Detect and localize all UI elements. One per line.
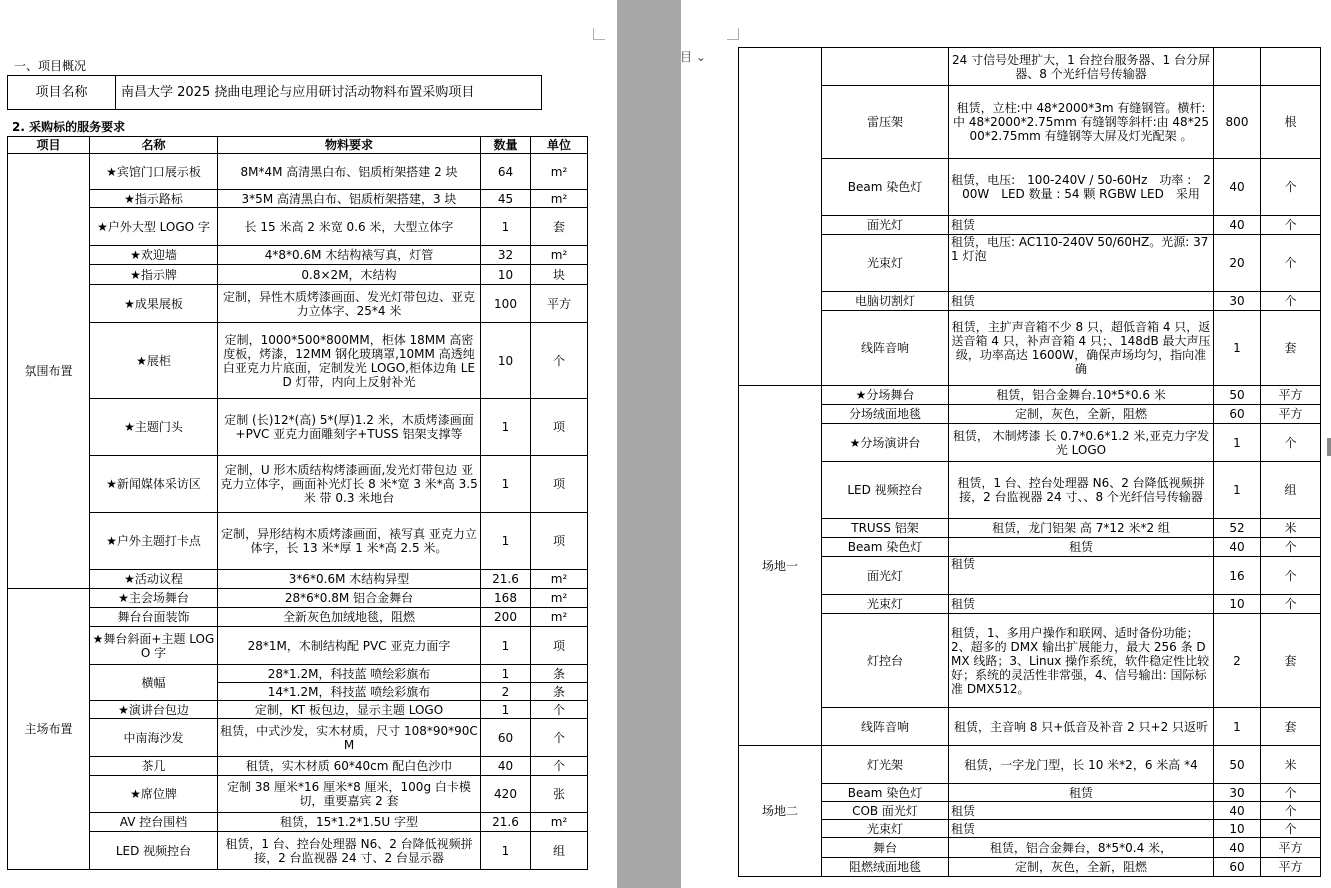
item-quantity: 40 (1214, 159, 1261, 216)
table-row (739, 424, 1321, 462)
item-name: ★主题门头 (90, 399, 218, 456)
header-requirements: 物料要求 (218, 137, 481, 154)
table-row (739, 595, 1321, 614)
item-quantity: 50 (1214, 746, 1261, 784)
item-name: LED 视频控台 (90, 832, 218, 870)
item-unit: m² (531, 608, 588, 627)
item-requirements: 租赁 (949, 292, 1214, 311)
item-name: ★展柜 (90, 323, 218, 399)
item-unit: 项 (531, 399, 588, 456)
item-quantity: 200 (481, 608, 531, 627)
item-requirements: 3*5M 高清黑白布、铝质桁架搭建，3 块 (218, 190, 481, 208)
item-requirements: 定制，灰色，全新，阻燃 (949, 858, 1214, 877)
item-unit: 组 (531, 832, 588, 870)
header-name: 名称 (90, 137, 218, 154)
item-requirements: 24 寸信号处理扩大，1 台控台服务器、1 台分屏器、8 个光纤信号传输器 (949, 48, 1214, 86)
item-name: TRUSS 铝架 (822, 519, 949, 538)
item-quantity: 10 (1214, 595, 1261, 614)
item-name: 面光灯 (822, 216, 949, 235)
table-row (8, 208, 588, 246)
item-unit: 米 (1261, 519, 1321, 538)
table-row (739, 858, 1321, 877)
project-name-value: 南昌大学 2025 挠曲电理论与应用研讨活动物料布置采购项目 (116, 76, 542, 110)
table-row (739, 405, 1321, 424)
item-unit: 套 (1261, 708, 1321, 746)
item-unit: 个 (531, 757, 588, 776)
paragraph-options-button[interactable] (680, 48, 714, 66)
item-quantity: 60 (481, 719, 531, 757)
item-requirements: 定制，异形结构木质烤漆画面，裱写真 亚克力立体字，长 13 米*厚 1 米*高 2.5 米。 (218, 513, 481, 570)
item-quantity: 1 (481, 832, 531, 870)
item-unit: 个 (1261, 557, 1321, 595)
item-name: 光束灯 (822, 235, 949, 292)
item-quantity: 40 (1214, 538, 1261, 557)
item-quantity: 60 (1214, 858, 1261, 877)
item-requirements: 租赁，1、多用户操作和联网、适时备份功能；2、超多的 DMX 输出扩展能力，最大 256 条 DMX 线路；3、Linux 操作系统，软件稳定性比较好；系统的灵活性非常强，4、信号输出: 国际标准 DMX512。 (949, 614, 1214, 708)
table-row (739, 86, 1321, 159)
item-name: 光束灯 (822, 820, 949, 838)
item-name: 线阵音响 (822, 311, 949, 386)
chevron-down-icon: ⌄ (695, 50, 706, 64)
header-item: 项目 (8, 137, 90, 154)
item-name: 面光灯 (822, 557, 949, 595)
item-name: ★主会场舞台 (90, 589, 218, 608)
item-requirements: 4*8*0.6M 木结构裱写真，灯管 (218, 246, 481, 265)
item-quantity: 32 (481, 246, 531, 265)
item-unit: 个 (1261, 159, 1321, 216)
item-quantity: 1 (1214, 424, 1261, 462)
item-quantity: 100 (481, 285, 531, 323)
item-quantity: 1 (481, 513, 531, 570)
item-name: 舞台台面装饰 (90, 608, 218, 627)
table-row (8, 246, 588, 265)
item-unit: 平方 (1261, 405, 1321, 424)
item-name: ★分场演讲台 (822, 424, 949, 462)
item-name: ★舞台斜面+主题 LOGO 字 (90, 627, 218, 665)
header-quantity: 数量 (481, 137, 531, 154)
item-name: 雷压架 (822, 86, 949, 159)
item-requirements: 租赁，龙门铝架 高 7*12 米*2 组 (949, 519, 1214, 538)
item-unit: 项 (531, 513, 588, 570)
item-requirements: 3*6*0.6M 木结构异型 (218, 570, 481, 589)
group-cell: 氛围布置 (8, 154, 90, 589)
item-requirements: 租赁，一字龙门型，长 10 米*2，6 米高 *4 (949, 746, 1214, 784)
item-requirements: 28*6*0.8M 铝合金舞台 (218, 589, 481, 608)
item-unit: m² (531, 570, 588, 589)
item-quantity: 30 (1214, 784, 1261, 802)
table-row (8, 589, 588, 608)
table-row (739, 48, 1321, 86)
item-unit: 个 (531, 323, 588, 399)
item-name: ★演讲台包边 (90, 701, 218, 719)
table-row (739, 519, 1321, 538)
table-row (739, 538, 1321, 557)
item-name: Beam 染色灯 (822, 159, 949, 216)
item-requirements: 14*1.2M，科技蓝 喷绘彩旗布 (218, 683, 481, 701)
item-quantity: 1 (481, 456, 531, 513)
item-unit: 个 (1261, 595, 1321, 614)
table-row (8, 813, 588, 832)
procurement-table-left (7, 136, 588, 870)
item-requirements: 租赁，1 台、控台处理器 N6、2 台降低视频拼接，2 台监视器 24 寸、、8 个光纤信号传输器 (949, 462, 1214, 519)
item-unit: 套 (1261, 311, 1321, 386)
item-quantity: 1 (481, 208, 531, 246)
item-unit: 根 (1261, 86, 1321, 159)
item-requirements: 租赁，主扩声音箱不少 8 只，超低音箱 4 只，返送音箱 4 只，补声音箱 4 只；、148dB 最大声压级，功率高达 1600W，确保声场均匀，指向准确 (949, 311, 1214, 386)
table-row (8, 665, 588, 683)
item-requirements: 8M*4M 高清黑白布、铝质桁架搭建 2 块 (218, 154, 481, 190)
item-requirements: 租赁，15*1.2*1.5U 字型 (218, 813, 481, 832)
item-unit: m² (531, 154, 588, 190)
table-row (739, 838, 1321, 858)
item-quantity: 52 (1214, 519, 1261, 538)
table-row (8, 608, 588, 627)
item-requirements: 28*1.2M，科技蓝 喷绘彩旗布 (218, 665, 481, 683)
item-unit: 组 (1261, 462, 1321, 519)
item-quantity: 20 (1214, 235, 1261, 292)
item-unit: m² (531, 589, 588, 608)
item-unit: 项 (531, 627, 588, 665)
item-unit: 套 (531, 208, 588, 246)
item-name: ★宾馆门口展示板 (90, 154, 218, 190)
project-info-table (7, 75, 542, 110)
table-row (8, 776, 588, 813)
header-unit: 单位 (531, 137, 588, 154)
item-quantity: 2 (481, 683, 531, 701)
table-row (739, 708, 1321, 746)
item-quantity: 10 (481, 265, 531, 285)
item-unit: 个 (531, 701, 588, 719)
section2-heading: 2. 采购标的服务要求 (12, 120, 126, 134)
table-row (739, 802, 1321, 820)
item-name: ★分场舞台 (822, 386, 949, 405)
item-quantity: 1 (1214, 708, 1261, 746)
item-unit: 个 (1261, 820, 1321, 838)
scrollbar-handle[interactable] (1327, 438, 1331, 456)
item-name: ★活动议程 (90, 570, 218, 589)
item-requirements: 定制，灰色，全新，阻燃 (949, 405, 1214, 424)
item-unit: 个 (1261, 235, 1321, 292)
item-quantity: 40 (1214, 838, 1261, 858)
item-requirements: 定制，U 形木质结构烤漆画面,发光灯带包边 亚克力立体字，画面补光灯长 8 米*宽 3 米*高 3.5 米 带 0.3 米地台 (218, 456, 481, 513)
item-name: 阻燃绒面地毯 (822, 858, 949, 877)
item-name: ★户外主题打卡点 (90, 513, 218, 570)
item-quantity: 10 (481, 323, 531, 399)
item-requirements: 租赁，中式沙发，实木材质，尺寸 108*90*90CM (218, 719, 481, 757)
project-name-label: 项目名称 (8, 76, 116, 110)
item-unit: 个 (1261, 802, 1321, 820)
item-requirements: 租赁，1 台、控台处理器 N6、2 台降低视频拼接，2 台监视器 24 寸、2 台显示器 (218, 832, 481, 870)
item-unit: 个 (1261, 424, 1321, 462)
item-quantity: 40 (1214, 216, 1261, 235)
item-unit: 项 (531, 456, 588, 513)
item-requirements: 28*1M，木制结构配 PVC 亚克力面字 (218, 627, 481, 665)
item-unit: 平方 (1261, 838, 1321, 858)
table-row (8, 154, 588, 190)
page-corner-mark (727, 28, 739, 40)
item-requirements: 定制，KT 板包边，显示主题 LOGO (218, 701, 481, 719)
item-name: 线阵音响 (822, 708, 949, 746)
item-quantity: 60 (1214, 405, 1261, 424)
table-row (8, 570, 588, 589)
item-requirements: 租赁 (949, 784, 1214, 802)
item-unit: 平方 (1261, 386, 1321, 405)
page-corner-mark (593, 28, 605, 40)
item-quantity: 45 (481, 190, 531, 208)
item-unit: 块 (531, 265, 588, 285)
item-unit: 张 (531, 776, 588, 813)
item-requirements: 定制，异性木质烤漆画面、发光灯带包边、亚克力立体字、25*4 米 (218, 285, 481, 323)
item-requirements: 租赁 (949, 557, 1214, 595)
table-row (739, 235, 1321, 292)
item-requirements: 租赁，铝合金舞台.10*5*0.6 米 (949, 386, 1214, 405)
item-unit: m² (531, 190, 588, 208)
item-requirements: 长 15 米高 2 米宽 0.6 米，大型立体字 (218, 208, 481, 246)
item-quantity (1214, 48, 1261, 86)
item-quantity: 64 (481, 154, 531, 190)
item-name: ★户外大型 LOGO 字 (90, 208, 218, 246)
group-cell: 主场布置 (8, 589, 90, 870)
item-name: 茶几 (90, 757, 218, 776)
table-row (8, 265, 588, 285)
item-unit: 个 (531, 719, 588, 757)
item-name: ★席位牌 (90, 776, 218, 813)
table-row (739, 614, 1321, 708)
group-cell: 场地一 (739, 386, 822, 746)
item-quantity: 1 (1214, 462, 1261, 519)
table-row (739, 311, 1321, 386)
item-quantity: 168 (481, 589, 531, 608)
table-row (8, 285, 588, 323)
item-requirements: 租赁，实木材质 60*40cm 配白色沙巾 (218, 757, 481, 776)
item-quantity: 800 (1214, 86, 1261, 159)
item-quantity: 21.6 (481, 570, 531, 589)
table-row (8, 701, 588, 719)
item-name: ★新闻媒体采访区 (90, 456, 218, 513)
item-name: Beam 染色灯 (822, 784, 949, 802)
item-unit: 个 (1261, 784, 1321, 802)
item-quantity: 1 (481, 399, 531, 456)
item-requirements: 租赁，电压: AC110-240V 50/60HZ。光源: 371 灯泡 (949, 235, 1214, 292)
table-row (8, 757, 588, 776)
item-name: 光束灯 (822, 595, 949, 614)
table-row (8, 190, 588, 208)
item-quantity: 1 (481, 701, 531, 719)
item-requirements: 0.8×2M，木结构 (218, 265, 481, 285)
item-unit: 条 (531, 665, 588, 683)
item-name: LED 视频控台 (822, 462, 949, 519)
item-unit: 个 (1261, 292, 1321, 311)
document-page-left (0, 0, 617, 888)
table-row (8, 456, 588, 513)
item-name (822, 48, 949, 86)
item-unit: 平方 (531, 285, 588, 323)
table-row (8, 832, 588, 870)
item-name: ★欢迎墙 (90, 246, 218, 265)
item-requirements: 租赁 (949, 538, 1214, 557)
table-row (8, 719, 588, 757)
item-quantity: 1 (481, 627, 531, 665)
item-quantity: 420 (481, 776, 531, 813)
item-name: 舞台 (822, 838, 949, 858)
item-quantity: 1 (481, 665, 531, 683)
item-requirements: 租赁，铝合金舞台，8*5*0.4 米， (949, 838, 1214, 858)
table-row (8, 627, 588, 665)
procurement-table-right (738, 47, 1321, 877)
table-row (8, 513, 588, 570)
item-unit: 平方 (1261, 858, 1321, 877)
table-row (8, 323, 588, 399)
table-row (739, 159, 1321, 216)
item-requirements: 租赁 (949, 820, 1214, 838)
item-quantity: 1 (1214, 311, 1261, 386)
item-name: AV 控台围档 (90, 813, 218, 832)
item-name: COB 面光灯 (822, 802, 949, 820)
item-requirements: 租赁 (949, 802, 1214, 820)
table-row (739, 462, 1321, 519)
item-name: 横幅 (90, 665, 218, 701)
table-row (8, 399, 588, 456)
item-unit: 条 (531, 683, 588, 701)
item-quantity: 40 (1214, 802, 1261, 820)
table-row (739, 820, 1321, 838)
item-requirements: 租赁，电压: 100-240V / 50-60Hz 功率 : 200W LED 数量 : 54 颗 RGBW LED 采用 (949, 159, 1214, 216)
item-name: Beam 染色灯 (822, 538, 949, 557)
item-unit (1261, 48, 1321, 86)
item-requirements: 租赁，立柱:中 48*2000*3m 有缝钢管。横杆:中 48*2000*2.75mm 有缝钢等斜杆:由 48*2500*2.75mm 有缝钢等大屏及灯光配架 。 (949, 86, 1214, 159)
item-quantity: 50 (1214, 386, 1261, 405)
item-unit: 个 (1261, 216, 1321, 235)
table-row (739, 746, 1321, 784)
item-requirements: 租赁，主音响 8 只+低音及补音 2 只+2 只返听 (949, 708, 1214, 746)
item-requirements: 定制 38 厘米*16 厘米*8 厘米，100g 白卡模切，重要嘉宾 2 套 (218, 776, 481, 813)
group-cell-empty (739, 48, 822, 386)
item-quantity: 40 (481, 757, 531, 776)
item-quantity: 16 (1214, 557, 1261, 595)
table-header-row (8, 137, 588, 154)
item-requirements: 定制，1000*500*800MM，柜体 18MM 高密度板，烤漆，12MM 钢化玻璃罩,10MM 高透纯白亚克力片底面，定制发光 LOGO,柜体边角 LED 灯带，内向上反射补光 (218, 323, 481, 399)
item-requirements: 全新灰色加绒地毯，阻燃 (218, 608, 481, 627)
item-name: 灯光架 (822, 746, 949, 784)
table-row (739, 557, 1321, 595)
item-unit: m² (531, 246, 588, 265)
item-unit: 个 (1261, 538, 1321, 557)
table-row (739, 386, 1321, 405)
item-requirements: 租赁， 木制烤漆 长 0.7*0.6*1.2 米,亚克力字发光 LOGO (949, 424, 1214, 462)
item-name: 灯控台 (822, 614, 949, 708)
item-requirements: 租赁 (949, 595, 1214, 614)
item-quantity: 2 (1214, 614, 1261, 708)
item-name: ★成果展板 (90, 285, 218, 323)
item-unit: 套 (1261, 614, 1321, 708)
group-cell: 场地二 (739, 746, 822, 877)
section1-heading: 一、项目概况 (14, 59, 87, 73)
item-unit: 米 (1261, 746, 1321, 784)
item-name: 中南海沙发 (90, 719, 218, 757)
item-quantity: 30 (1214, 292, 1261, 311)
item-name: 电脑切割灯 (822, 292, 949, 311)
item-requirements: 租赁 (949, 216, 1214, 235)
table-row (739, 292, 1321, 311)
table-row (739, 216, 1321, 235)
item-name: ★指示牌 (90, 265, 218, 285)
item-quantity: 21.6 (481, 813, 531, 832)
item-name: 分场绒面地毯 (822, 405, 949, 424)
item-quantity: 10 (1214, 820, 1261, 838)
item-unit: m² (531, 813, 588, 832)
item-name: ★指示路标 (90, 190, 218, 208)
item-requirements: 定制 (长)12*(高) 5*(厚)1.2 米，木质烤漆画面+PVC 亚克力面雕刻字+TUSS 铝架支撑等 (218, 399, 481, 456)
paragraph-icon: 目 (680, 50, 693, 64)
table-row (739, 784, 1321, 802)
